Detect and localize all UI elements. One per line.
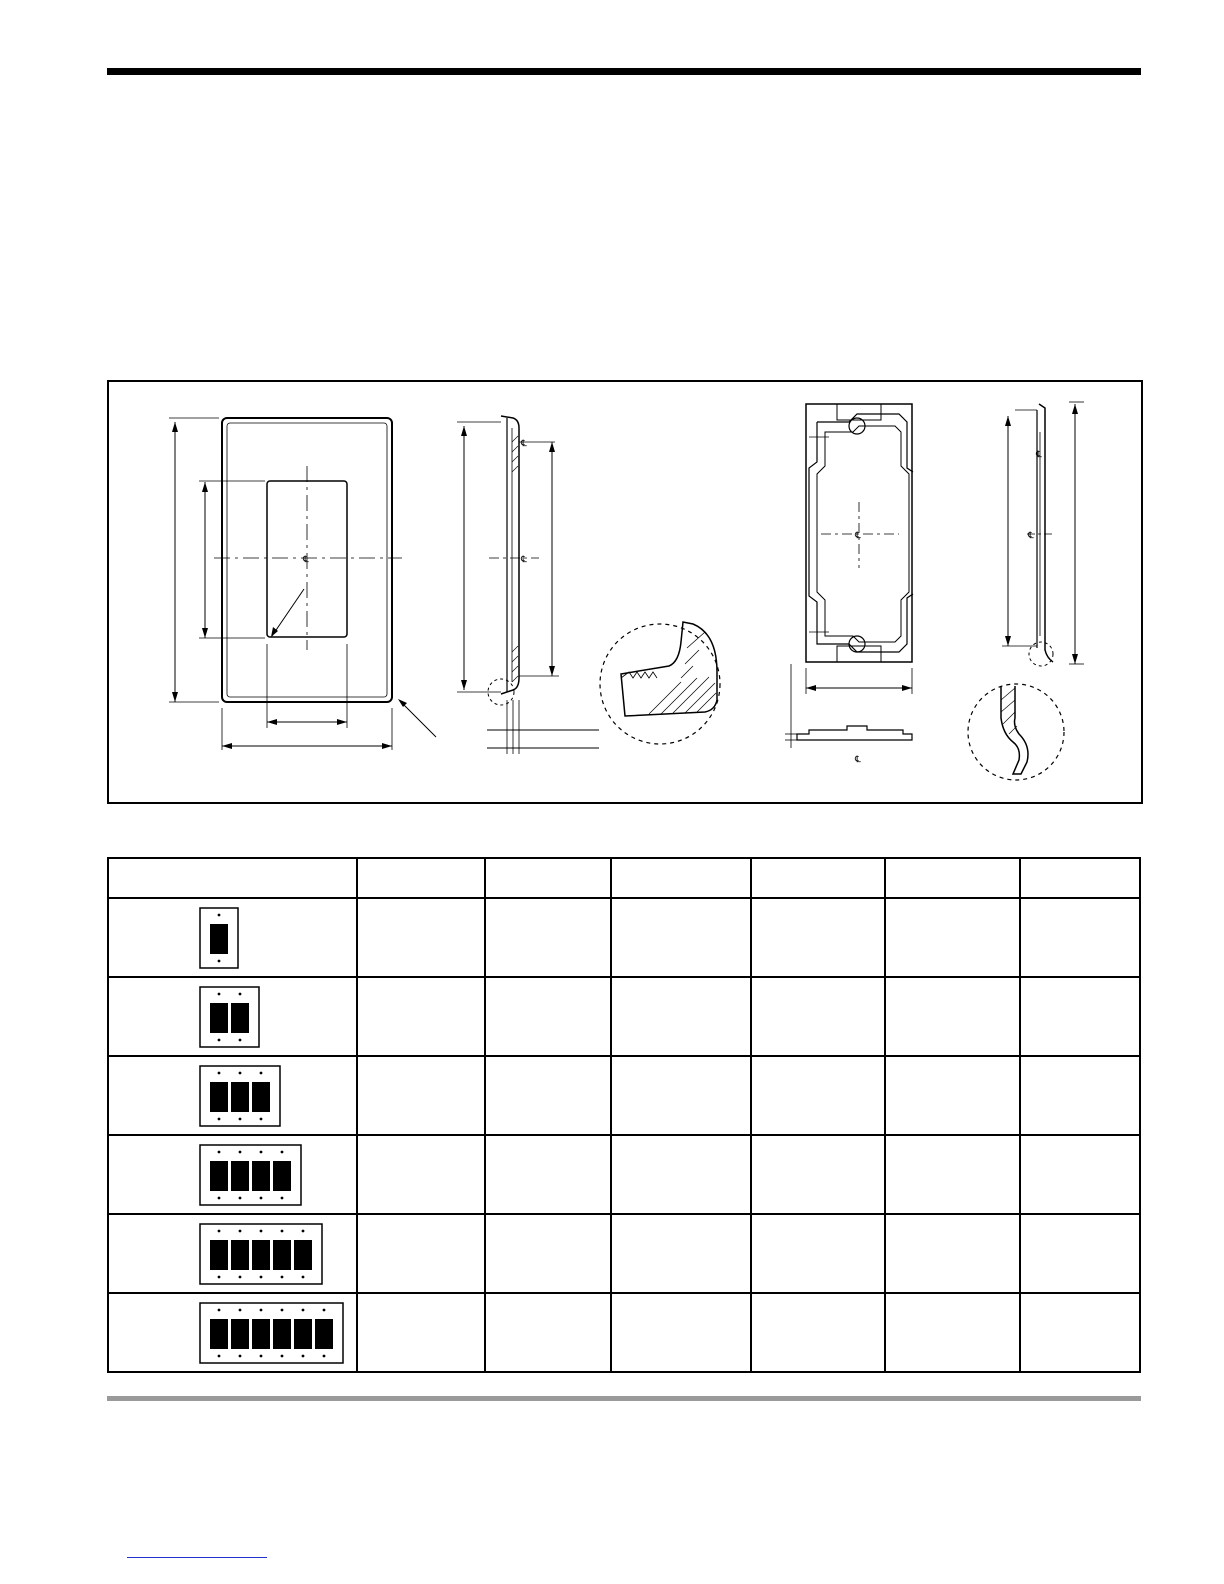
screw-hole	[218, 1197, 221, 1200]
table-cell	[357, 1214, 485, 1293]
screw-hole	[260, 1309, 263, 1312]
screw-hole	[260, 1230, 263, 1233]
screw-hole	[239, 1039, 242, 1042]
screw-hole	[260, 1197, 263, 1200]
wallplate-icon-cell	[108, 1056, 357, 1135]
table-cell	[611, 1135, 751, 1214]
decorator-opening	[294, 1240, 312, 1270]
table-header-cell	[611, 858, 751, 898]
table-cell	[885, 1293, 1020, 1372]
table-cell	[357, 898, 485, 977]
screw-hole	[218, 960, 221, 963]
screw-hole	[260, 1355, 263, 1358]
screw-hole	[260, 1072, 263, 1075]
screw-hole	[323, 1309, 326, 1312]
decorator-opening	[315, 1319, 333, 1349]
table-cell	[485, 1056, 611, 1135]
screw-hole	[260, 1118, 263, 1121]
back-edge-detail	[968, 684, 1064, 780]
table-cell	[885, 898, 1020, 977]
table-cell	[885, 1135, 1020, 1214]
decorator-opening	[273, 1319, 291, 1349]
decorator-opening	[231, 1319, 249, 1349]
screw-hole	[281, 1230, 284, 1233]
5-gang-wallplate-icon	[199, 1223, 323, 1285]
table-cell	[751, 1214, 885, 1293]
screw-hole	[239, 1118, 242, 1121]
screw-hole	[281, 1355, 284, 1358]
table-cell	[611, 1293, 751, 1372]
screw-hole	[218, 1276, 221, 1279]
screw-hole	[218, 1230, 221, 1233]
table-cell	[885, 1214, 1020, 1293]
table-cell	[485, 1214, 611, 1293]
table-cell	[611, 1214, 751, 1293]
table-cell	[885, 977, 1020, 1056]
table-cell	[1020, 1214, 1140, 1293]
1-gang-wallplate-icon	[199, 907, 239, 969]
side-section-view	[457, 416, 599, 754]
table-cell	[611, 1056, 751, 1135]
side-top-centerline-mark: ℄	[521, 439, 527, 449]
table-row	[108, 1214, 1140, 1293]
table-body	[108, 898, 1140, 1372]
screw-hole	[218, 914, 221, 917]
decorator-opening	[273, 1240, 291, 1270]
side-mid-centerline-mark: ℄	[521, 555, 527, 565]
screw-hole	[239, 1309, 242, 1312]
bottom-view	[785, 726, 912, 765]
screw-hole	[218, 1151, 221, 1154]
4-gang-wallplate-icon	[199, 1144, 302, 1206]
back-side-view	[1002, 402, 1084, 666]
screw-hole	[260, 1276, 263, 1279]
screw-hole	[302, 1309, 305, 1312]
decorator-opening	[252, 1082, 270, 1112]
table-row	[108, 898, 1140, 977]
front-view	[169, 418, 436, 750]
screw-hole	[218, 1309, 221, 1312]
wallplate-icon-cell	[108, 1214, 357, 1293]
table-cell	[611, 977, 751, 1056]
specification-table	[107, 857, 1141, 1373]
screw-hole	[218, 1072, 221, 1075]
decorator-opening	[252, 1319, 270, 1349]
screw-hole	[302, 1355, 305, 1358]
table-cell	[485, 898, 611, 977]
wallplate-icon-cell	[108, 1135, 357, 1214]
screw-hole	[218, 1039, 221, 1042]
table-header-row	[108, 858, 1140, 898]
wallplate-icon-cell	[108, 1293, 357, 1372]
table-cell	[485, 977, 611, 1056]
screw-hole	[260, 1151, 263, 1154]
table-cell	[1020, 1056, 1140, 1135]
table-cell	[1020, 1135, 1140, 1214]
table-cell	[611, 898, 751, 977]
table-cell	[357, 1056, 485, 1135]
screw-hole	[218, 993, 221, 996]
back-side-top-centerline-mark: ℄	[1036, 450, 1042, 460]
table-cell	[751, 977, 885, 1056]
decorator-opening	[210, 1003, 228, 1033]
bottom-centerline-mark: ℄	[855, 755, 861, 765]
table-cell	[885, 1056, 1020, 1135]
screw-hole	[281, 1276, 284, 1279]
table-cell	[1020, 1293, 1140, 1372]
6-gang-wallplate-icon	[199, 1302, 344, 1364]
table-header-cell	[1020, 858, 1140, 898]
table-cell	[751, 1293, 885, 1372]
screw-hole	[302, 1230, 305, 1233]
front-centerline-mark: ℄	[303, 555, 309, 565]
table-cell	[357, 1135, 485, 1214]
3-gang-wallplate-icon	[199, 1065, 281, 1127]
screw-hole	[239, 1355, 242, 1358]
screw-hole	[218, 1355, 221, 1358]
decorator-opening	[231, 1161, 249, 1191]
table-header-cell	[357, 858, 485, 898]
screw-hole	[239, 1276, 242, 1279]
table-header-cell	[751, 858, 885, 898]
back-view	[791, 404, 913, 748]
table-cell	[357, 977, 485, 1056]
table-cell	[751, 1135, 885, 1214]
table-header-cell	[485, 858, 611, 898]
screw-hole	[239, 1151, 242, 1154]
table-header-cell	[108, 858, 357, 898]
wallplate-outline	[200, 987, 259, 1047]
bottom-rule	[107, 1396, 1141, 1401]
screw-hole	[239, 1230, 242, 1233]
table-cell	[1020, 898, 1140, 977]
table-row	[108, 977, 1140, 1056]
back-centerline-mark: ℄	[855, 531, 861, 541]
top-rule	[107, 68, 1141, 75]
screw-hole	[281, 1151, 284, 1154]
wallplate-icon-cell	[108, 898, 357, 977]
decorator-opening	[210, 924, 228, 954]
decorator-opening	[231, 1082, 249, 1112]
table-row	[108, 1056, 1140, 1135]
screw-hole	[239, 993, 242, 996]
decorator-opening	[294, 1319, 312, 1349]
table-cell	[751, 1056, 885, 1135]
edge-detail	[600, 622, 720, 744]
table-header-cell	[885, 858, 1020, 898]
decorator-opening	[210, 1240, 228, 1270]
wallplate-icon-cell	[108, 977, 357, 1056]
decorator-opening	[210, 1082, 228, 1112]
screw-hole	[281, 1309, 284, 1312]
decorator-opening	[210, 1319, 228, 1349]
back-side-centerline-mark: ℄	[1028, 531, 1034, 541]
table-cell	[485, 1293, 611, 1372]
table-row	[108, 1293, 1140, 1372]
decorator-opening	[231, 1003, 249, 1033]
table-row	[108, 1135, 1140, 1214]
screw-hole	[218, 1118, 221, 1121]
decorator-opening	[210, 1161, 228, 1191]
footer-link-underline[interactable]	[127, 1557, 267, 1558]
decorator-opening	[273, 1161, 291, 1191]
technical-drawing-figure	[107, 380, 1143, 804]
screw-hole	[239, 1197, 242, 1200]
screw-hole	[239, 1072, 242, 1075]
decorator-opening	[252, 1161, 270, 1191]
decorator-opening	[252, 1240, 270, 1270]
screw-hole	[281, 1197, 284, 1200]
table-cell	[485, 1135, 611, 1214]
table-cell	[751, 898, 885, 977]
table-cell	[1020, 977, 1140, 1056]
screw-hole	[323, 1355, 326, 1358]
decorator-opening	[231, 1240, 249, 1270]
table-cell	[357, 1293, 485, 1372]
screw-hole	[302, 1276, 305, 1279]
2-gang-wallplate-icon	[199, 986, 260, 1048]
